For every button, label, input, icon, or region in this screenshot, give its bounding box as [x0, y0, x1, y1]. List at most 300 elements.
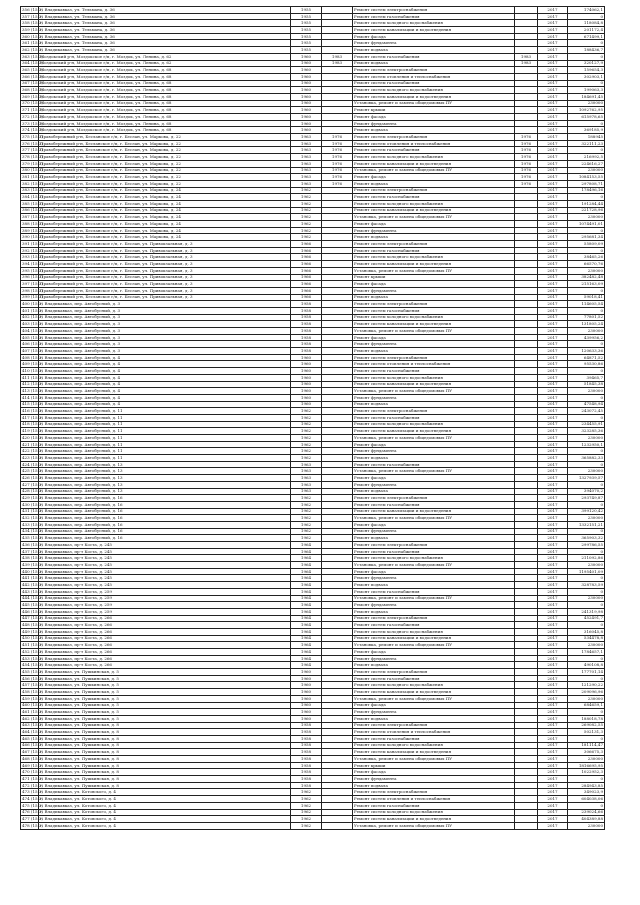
cost-cell: 0	[568, 602, 605, 609]
table-row	[21, 555, 605, 562]
work-type-cell: Ремонт подвала	[353, 180, 515, 187]
planned-year-cell: 2017	[538, 247, 568, 254]
planned-year-cell: 2017	[538, 414, 568, 421]
year-built-cell: 1964	[291, 542, 322, 549]
year-built-cell: 1958	[291, 749, 322, 756]
year-last-repair-cell	[515, 307, 538, 314]
row-number-cell: 423 (15.3)	[22, 454, 43, 460]
cost-cell: 349023,9	[568, 789, 605, 796]
work-type-cell: Ремонт фундамента	[353, 602, 515, 609]
table-row	[21, 414, 605, 421]
work-type-cell: Ремонт систем электроснабжения	[353, 722, 515, 729]
table-row	[21, 214, 605, 221]
row-number-cell: 476 (15.3)	[22, 809, 43, 815]
table-row	[21, 802, 605, 809]
address-cell: г. Владикавказ, ул. Пушкинская, д. 8	[39, 742, 291, 749]
work-type-cell: Ремонт систем отопления и теплоснабжения	[353, 361, 515, 368]
year-built-cell: 1960	[291, 120, 322, 127]
row-number-cell: 375 (15.3)	[22, 133, 43, 139]
work-type-cell: Ремонт подвала	[353, 582, 515, 589]
work-type-cell: Ремонт фундамента	[353, 709, 515, 716]
address-cell: г. Владикавказ, ул. Котовского, д. 4	[39, 789, 291, 796]
table-row	[21, 789, 605, 796]
year-reconstruction-cell	[322, 435, 353, 442]
year-last-repair-cell: 1976	[515, 147, 538, 154]
address-cell: г. Владикавказ, ул. Пушкинская, д. 5	[39, 675, 291, 682]
row-number-cell: 417 (15.3)	[22, 414, 43, 420]
planned-year-cell: 2017	[538, 635, 568, 642]
work-type-cell: Ремонт крыши	[353, 107, 515, 114]
address-cell: г. Владикавказ, пер. Автобусный, д. 3	[39, 301, 291, 308]
planned-year-cell: 2017	[538, 555, 568, 562]
address-cell: г. Владикавказ, ул. Тельмана, д. 36	[39, 13, 291, 20]
work-type-cell: Ремонт систем газоснабжения	[353, 13, 515, 20]
address-cell: г. Владикавказ, ул. Пушкинская, д. 8	[39, 776, 291, 783]
cost-cell: 66570,76	[568, 261, 605, 268]
address-cell: г. Владикавказ, пер. Автобусный, д. 4	[39, 374, 291, 381]
year-reconstruction-cell: 1983	[322, 53, 353, 60]
row-number-cell: 434 (15.3)	[22, 528, 43, 534]
cost-cell: 0	[568, 414, 605, 421]
table-row	[21, 468, 605, 475]
row-number-cell: 436 (15.3)	[22, 541, 43, 547]
work-type-cell: Установка, ремонт и замена общедомовых ПУ	[353, 695, 515, 702]
year-reconstruction-cell	[322, 675, 353, 682]
row-number-cell: 389 (15.3)	[22, 227, 43, 233]
year-last-repair-cell: 1983	[515, 60, 538, 67]
work-type-cell: Установка, ремонт и замена общедомовых ПУ	[353, 642, 515, 649]
table-row	[21, 200, 605, 207]
row-number-cell: 395 (15.3)	[22, 267, 43, 273]
address-cell: г. Владикавказ, пер. Автобусный, д. 3	[39, 348, 291, 355]
year-last-repair-cell: 1976	[515, 167, 538, 174]
year-reconstruction-cell: 1976	[322, 160, 353, 167]
address-cell: Моздокский р-н, Моздокское г/п, г. Моздок, ул. Ленина, д. 68	[39, 67, 291, 74]
year-built-cell: 1966	[291, 254, 322, 261]
year-last-repair-cell	[515, 802, 538, 809]
year-last-repair-cell	[515, 809, 538, 816]
address-cell: г. Владикавказ, ул. Пушкинская, д. 8	[39, 729, 291, 736]
year-reconstruction-cell	[322, 334, 353, 341]
year-built-cell: 1962	[291, 187, 322, 194]
table-row	[21, 669, 605, 676]
table-row	[21, 187, 605, 194]
table-row	[21, 154, 605, 161]
row-number-cell: 459 (15.3)	[22, 695, 43, 701]
cost-cell: 230000	[568, 695, 605, 702]
row-number-cell: 362 (15.3)	[22, 46, 43, 52]
address-cell: г. Владикавказ, пер. Автобусный, д. 16	[39, 501, 291, 508]
address-cell: г. Владикавказ, пер. Автобусный, д. 3	[39, 334, 291, 341]
table-row	[21, 769, 605, 776]
cost-cell: 0	[568, 481, 605, 488]
cost-cell: 230000	[568, 267, 605, 274]
year-last-repair-cell	[515, 227, 538, 234]
row-number-cell: 363 (15.3)	[22, 53, 43, 59]
work-type-cell: Ремонт систем канализации и водоотведения	[353, 321, 515, 328]
year-reconstruction-cell	[322, 735, 353, 742]
work-type-cell: Ремонт систем отопления и теплоснабжения	[353, 140, 515, 147]
year-built-cell: 1963	[291, 140, 322, 147]
year-built-cell: 1963	[291, 160, 322, 167]
year-built-cell: 1958	[291, 334, 322, 341]
table-row	[21, 508, 605, 515]
year-last-repair-cell	[515, 374, 538, 381]
year-last-repair-cell	[515, 80, 538, 87]
address-cell: Правобережный р-н, Бесланское г/п, г. Беслан, ул. Привокзальная, д. 3	[39, 241, 291, 248]
planned-year-cell: 2017	[538, 40, 568, 47]
year-last-repair-cell	[515, 528, 538, 535]
year-built-cell: 1962	[291, 501, 322, 508]
address-cell: Моздокский р-н, Моздокское г/п, г. Моздок, ул. Ленина, д. 68	[39, 80, 291, 87]
planned-year-cell: 2017	[538, 261, 568, 268]
planned-year-cell: 2017	[538, 682, 568, 689]
year-last-repair-cell	[515, 555, 538, 562]
planned-year-cell: 2017	[538, 521, 568, 528]
year-last-repair-cell	[515, 662, 538, 669]
address-cell: г. Владикавказ, пр-т Коста, д. 259	[39, 608, 291, 615]
row-number-cell: 380 (15.3)	[22, 167, 43, 173]
year-built-cell: 1966	[291, 287, 322, 294]
year-reconstruction-cell	[322, 20, 353, 27]
address-cell: г. Владикавказ, ул. Пушкинская, д. 5	[39, 669, 291, 676]
year-last-repair-cell	[515, 515, 538, 522]
address-cell: г. Владикавказ, пр-т Коста, д. 266	[39, 642, 291, 649]
address-cell: г. Владикавказ, ул. Котовского, д. 4	[39, 822, 291, 829]
year-reconstruction-cell	[322, 234, 353, 241]
year-reconstruction-cell: 1976	[322, 134, 353, 141]
planned-year-cell: 2017	[538, 294, 568, 301]
year-reconstruction-cell	[322, 441, 353, 448]
work-type-cell: Ремонт систем газоснабжения	[353, 247, 515, 254]
year-built-cell: 1962	[291, 495, 322, 502]
work-type-cell: Ремонт систем электроснабжения	[353, 7, 515, 14]
row-number-cell: 377 (15.3)	[22, 147, 43, 153]
row-number-cell: 425 (15.3)	[22, 468, 43, 474]
address-cell: г. Владикавказ, ул. Тельмана, д. 36	[39, 47, 291, 54]
table-row	[21, 435, 605, 442]
year-built-cell: 1955	[291, 40, 322, 47]
address-cell: г. Владикавказ, ул. Тельмана, д. 36	[39, 20, 291, 27]
year-built-cell: 1963	[291, 461, 322, 468]
year-reconstruction-cell	[322, 214, 353, 221]
planned-year-cell: 2017	[538, 93, 568, 100]
planned-year-cell: 2017	[538, 200, 568, 207]
year-last-repair-cell	[515, 816, 538, 823]
row-number-cell: 467 (15.3)	[22, 749, 43, 755]
year-last-repair-cell	[515, 455, 538, 462]
table-row	[21, 542, 605, 549]
address-cell: г. Владикавказ, пер. Автобусный, д. 3	[39, 341, 291, 348]
table-row	[21, 568, 605, 575]
year-last-repair-cell	[515, 107, 538, 114]
work-type-cell: Установка, ремонт и замена общедомовых ПУ	[353, 267, 515, 274]
year-last-repair-cell	[515, 247, 538, 254]
address-cell: Правобережный р-н, Бесланское г/п, г. Беслан, ул. Маркова, д. 24	[39, 187, 291, 194]
planned-year-cell: 2017	[538, 582, 568, 589]
year-last-repair-cell	[515, 689, 538, 696]
table-row	[21, 388, 605, 395]
work-type-cell: Ремонт систем холодного водоснабжения	[353, 809, 515, 816]
row-number-cell: 416 (15.3)	[22, 408, 43, 414]
cost-cell: 297808,71	[568, 180, 605, 187]
year-built-cell: 1963	[291, 468, 322, 475]
work-type-cell: Ремонт систем канализации и водоотведения	[353, 381, 515, 388]
year-last-repair-cell	[515, 87, 538, 94]
year-last-repair-cell	[515, 187, 538, 194]
year-built-cell: 1962	[291, 227, 322, 234]
row-number-cell: 445 (15.3)	[22, 602, 43, 608]
work-type-cell: Ремонт крыши	[353, 762, 515, 769]
row-number-cell: 472 (15.3)	[22, 782, 43, 788]
work-type-cell: Ремонт подвала	[353, 535, 515, 542]
year-last-repair-cell	[515, 669, 538, 676]
year-built-cell: 1964	[291, 555, 322, 562]
planned-year-cell: 2017	[538, 809, 568, 816]
work-type-cell: Ремонт систем холодного водоснабжения	[353, 742, 515, 749]
table-row	[21, 381, 605, 388]
cost-cell: 299786,55	[568, 542, 605, 549]
year-last-repair-cell	[515, 568, 538, 575]
planned-year-cell: 2017	[538, 140, 568, 147]
year-reconstruction-cell	[322, 669, 353, 676]
work-type-cell: Ремонт подвала	[353, 47, 515, 54]
planned-year-cell: 2017	[538, 73, 568, 80]
cost-cell: 0	[568, 368, 605, 375]
table-row	[21, 622, 605, 629]
cost-cell: 1084153,55	[568, 174, 605, 181]
cost-cell: 230000	[568, 468, 605, 475]
cost-cell: 230000	[568, 214, 605, 221]
row-number-cell: 370 (15.3)	[22, 100, 43, 106]
address-cell: г. Владикавказ, пер. Автобусный, д. 16	[39, 521, 291, 528]
address-cell: Моздокский р-н, Моздокское г/п, г. Моздок, ул. Ленина, д. 68	[39, 87, 291, 94]
table-row	[21, 100, 605, 107]
cost-cell: 230000	[568, 100, 605, 107]
year-built-cell: 1960	[291, 93, 322, 100]
work-type-cell: Ремонт систем канализации и водоотведения	[353, 207, 515, 214]
planned-year-cell: 2017	[538, 154, 568, 161]
cost-cell: 230000	[568, 435, 605, 442]
table-row	[21, 602, 605, 609]
year-last-repair-cell	[515, 287, 538, 294]
address-cell: г. Владикавказ, пр-т Коста, д. 259	[39, 602, 291, 609]
work-type-cell: Ремонт систем газоснабжения	[353, 80, 515, 87]
work-type-cell: Ремонт фасада	[353, 649, 515, 656]
work-type-cell: Ремонт фасада	[353, 521, 515, 528]
year-last-repair-cell: 1976	[515, 180, 538, 187]
planned-year-cell: 2017	[538, 722, 568, 729]
work-type-cell: Установка, ремонт и замена общедомовых ПУ	[353, 167, 515, 174]
cost-cell: 0	[568, 802, 605, 809]
planned-year-cell: 2017	[538, 428, 568, 435]
address-cell: г. Владикавказ, пр-т Коста, д. 259	[39, 588, 291, 595]
address-cell: г. Владикавказ, пер. Автобусный, д. 13	[39, 488, 291, 495]
work-type-cell: Ремонт фундамента	[353, 120, 515, 127]
table-row	[21, 160, 605, 167]
planned-year-cell: 2017	[538, 67, 568, 74]
cost-cell: 241319,98	[568, 608, 605, 615]
year-reconstruction-cell	[322, 528, 353, 535]
work-type-cell: Ремонт систем газоснабжения	[353, 675, 515, 682]
year-reconstruction-cell	[322, 715, 353, 722]
address-cell: г. Владикавказ, пер. Автобусный, д. 16	[39, 528, 291, 535]
cost-cell: 55809,09	[568, 241, 605, 248]
cost-cell: 230000	[568, 515, 605, 522]
work-type-cell: Ремонт систем холодного водоснабжения	[353, 87, 515, 94]
row-number-cell: 357 (15.3)	[22, 13, 43, 19]
row-number-cell: 427 (15.3)	[22, 481, 43, 487]
cost-cell: 47548,94	[568, 401, 605, 408]
planned-year-cell: 2017	[538, 334, 568, 341]
row-number-cell: 399 (15.3)	[22, 294, 43, 300]
row-number-cell: 474 (15.3)	[22, 795, 43, 801]
table-row	[21, 562, 605, 569]
year-built-cell: 1966	[291, 247, 322, 254]
address-cell: г. Владикавказ, пер. Автобусный, д. 13	[39, 468, 291, 475]
work-type-cell: Ремонт подвала	[353, 488, 515, 495]
table-row	[21, 20, 605, 27]
address-cell: г. Владикавказ, пер. Автобусный, д. 16	[39, 508, 291, 515]
year-last-repair-cell	[515, 495, 538, 502]
address-cell: г. Владикавказ, пер. Автобусный, д. 4	[39, 381, 291, 388]
table-row	[21, 448, 605, 455]
address-cell: Правобережный р-н, Бесланское г/п, г. Беслан, ул. Привокзальная, д. 3	[39, 274, 291, 281]
planned-year-cell: 2017	[538, 287, 568, 294]
year-reconstruction-cell	[322, 622, 353, 629]
row-number-cell: 359 (15.3)	[22, 26, 43, 32]
year-built-cell: 1964	[291, 582, 322, 589]
year-built-cell: 1962	[291, 441, 322, 448]
cost-cell: 490108,8	[568, 662, 605, 669]
work-type-cell: Ремонт систем холодного водоснабжения	[353, 154, 515, 161]
address-cell: г. Владикавказ, ул. Тельмана, д. 36	[39, 27, 291, 34]
year-last-repair-cell	[515, 756, 538, 763]
year-built-cell: 1960	[291, 675, 322, 682]
address-cell: г. Владикавказ, пр-т Коста, д. 266	[39, 662, 291, 669]
cost-cell: 322111,23	[568, 140, 605, 147]
row-number-cell: 358 (15.3)	[22, 20, 43, 26]
cost-cell: 0	[568, 120, 605, 127]
year-last-repair-cell	[515, 709, 538, 716]
year-reconstruction-cell	[322, 602, 353, 609]
year-last-repair-cell	[515, 261, 538, 268]
year-reconstruction-cell	[322, 287, 353, 294]
table-row	[21, 441, 605, 448]
planned-year-cell: 2017	[538, 615, 568, 622]
cost-cell: 0	[568, 501, 605, 508]
year-reconstruction-cell	[322, 555, 353, 562]
planned-year-cell: 2017	[538, 622, 568, 629]
row-number-cell: 433 (15.3)	[22, 521, 43, 527]
planned-year-cell: 2017	[538, 702, 568, 709]
table-row	[21, 221, 605, 228]
row-number-cell: 369 (15.3)	[22, 93, 43, 99]
planned-year-cell: 2017	[538, 455, 568, 462]
row-number-cell: 415 (15.3)	[22, 401, 43, 407]
table-row	[21, 47, 605, 54]
year-reconstruction-cell	[322, 87, 353, 94]
planned-year-cell: 2017	[538, 475, 568, 482]
planned-year-cell: 2017	[538, 408, 568, 415]
table-row	[21, 682, 605, 689]
work-type-cell: Ремонт систем электроснабжения	[353, 789, 515, 796]
year-built-cell: 1962	[291, 515, 322, 522]
work-type-cell: Установка, ремонт и замена общедомовых ПУ	[353, 214, 515, 221]
year-reconstruction-cell: 1976	[322, 140, 353, 147]
work-type-cell: Ремонт систем газоснабжения	[353, 802, 515, 809]
year-reconstruction-cell	[322, 448, 353, 455]
planned-year-cell: 2017	[538, 542, 568, 549]
address-cell: г. Владикавказ, ул. Пушкинская, д. 8	[39, 782, 291, 789]
work-type-cell: Ремонт систем газоснабжения	[353, 147, 515, 154]
row-number-cell: 409 (15.3)	[22, 361, 43, 367]
year-reconstruction-cell	[322, 515, 353, 522]
table-row	[21, 548, 605, 555]
planned-year-cell: 2017	[538, 628, 568, 635]
year-built-cell: 1955	[291, 27, 322, 34]
year-last-repair-cell	[515, 762, 538, 769]
cost-cell: 0	[568, 735, 605, 742]
table-row	[21, 582, 605, 589]
planned-year-cell: 2017	[538, 341, 568, 348]
address-cell: г. Владикавказ, пер. Автобусный, д. 4	[39, 368, 291, 375]
year-built-cell: 1964	[291, 588, 322, 595]
table-row	[21, 27, 605, 34]
planned-year-cell: 2017	[538, 782, 568, 789]
planned-year-cell: 2017	[538, 769, 568, 776]
year-built-cell: 1964	[291, 575, 322, 582]
table-row	[21, 287, 605, 294]
cost-cell: 1195401,09	[568, 568, 605, 575]
year-built-cell: 1960	[291, 401, 322, 408]
address-cell: г. Владикавказ, пр-т Коста, д. 245	[39, 542, 291, 549]
planned-year-cell: 2017	[538, 662, 568, 669]
table-row	[21, 93, 605, 100]
cost-cell: 615978,65	[568, 114, 605, 121]
table-row	[21, 254, 605, 261]
year-reconstruction-cell	[322, 789, 353, 796]
planned-year-cell: 2017	[538, 642, 568, 649]
table-row	[21, 796, 605, 803]
planned-year-cell: 2017	[538, 187, 568, 194]
work-type-cell: Установка, ремонт и замена общедомовых ПУ	[353, 468, 515, 475]
planned-year-cell: 2017	[538, 301, 568, 308]
year-reconstruction-cell	[322, 13, 353, 20]
address-cell: Моздокский р-н, Моздокское г/п, г. Моздок, ул. Ленина, д. 68	[39, 73, 291, 80]
year-last-repair-cell	[515, 100, 538, 107]
year-reconstruction-cell	[322, 388, 353, 395]
cost-cell: 320127,9	[568, 60, 605, 67]
row-number-cell: 360 (15.3)	[22, 33, 43, 39]
cost-cell: 184691,45	[568, 93, 605, 100]
year-reconstruction-cell	[322, 341, 353, 348]
cost-cell: 211092,86	[568, 555, 605, 562]
year-built-cell: 1958	[291, 735, 322, 742]
year-built-cell: 1966	[291, 267, 322, 274]
year-reconstruction-cell	[322, 575, 353, 582]
year-built-cell: 1958	[291, 348, 322, 355]
work-type-cell: Ремонт систем электроснабжения	[353, 354, 515, 361]
address-cell: Правобережный р-н, Бесланское г/п, г. Беслан, ул. Маркова, д. 22	[39, 147, 291, 154]
year-built-cell: 1962	[291, 221, 322, 228]
work-type-cell: Ремонт систем канализации и водоотведения	[353, 635, 515, 642]
year-reconstruction-cell	[322, 588, 353, 595]
year-built-cell: 1963	[291, 174, 322, 181]
year-built-cell: 1962	[291, 508, 322, 515]
table-row	[21, 207, 605, 214]
year-last-repair-cell	[515, 314, 538, 321]
